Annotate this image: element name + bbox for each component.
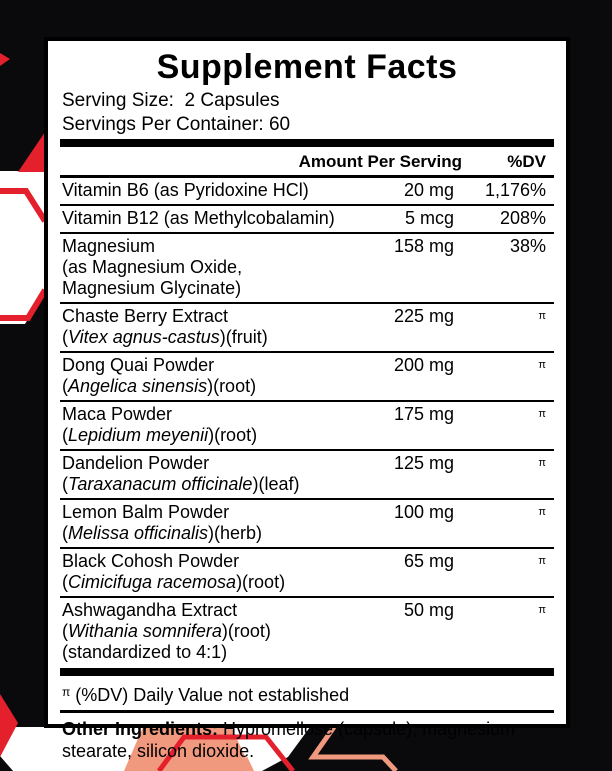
ingredient-dv: π [538,506,546,518]
ingredient-subline: (Melissa officinalis)(herb) [62,523,263,543]
ingredient-title: Vitamin B6 (as Pyridoxine HCl) [62,180,309,200]
ingredient-rows [60,178,554,666]
thick-divider-bottom [60,668,554,676]
ingredient-title: Ashwagandha Extract [62,600,238,620]
ingredient-dv: π [538,408,546,420]
ingredient-subline: (Withania somnifera)(root) [62,621,271,641]
ingredient-title: Dong Quai Powder [62,355,215,375]
ingredient-dv: 1,176% [484,180,546,200]
ingredient-row [60,549,554,598]
ingredient-dv: 208% [499,208,546,228]
ingredient-amount: 158 mg [393,236,454,256]
ingredient-row [60,353,554,402]
ingredient-amount: 125 mg [393,453,454,473]
ingredient-amount: 225 mg [393,306,454,326]
ingredient-dv: π [538,604,546,616]
ingredient-row [60,178,554,206]
ingredient-title: Magnesium [62,236,156,256]
other-ingredients [60,713,554,768]
ingredient-dv: π [538,457,546,469]
ingredient-title: Chaste Berry Extract [62,306,229,326]
hex-decoration-left [0,132,45,324]
ingredient-amount: 175 mg [393,404,454,424]
panel-title: Supplement Facts [156,48,458,86]
dv-column-header: %DV [507,152,546,171]
ingredient-name [60,453,366,495]
ingredient-subline: (Angelica sinensis)(root) [62,376,257,396]
red-sliver-decoration [0,53,10,66]
ingredient-dv: 38% [509,236,546,256]
thick-divider-top [60,139,554,147]
ingredient-name [60,208,366,229]
ingredient-name [60,551,366,593]
ingredient-name [60,600,366,663]
ingredient-name [60,355,366,397]
amount-column-header: Amount Per Serving [298,152,462,171]
ingredient-name [60,306,366,348]
ingredient-name [60,404,366,446]
column-header-row [60,147,554,178]
ingredient-subline: (Vitex agnus-castus)(fruit) [62,327,268,347]
dv-footnote-text: (%DV) Daily Value not established [75,685,350,705]
dv-footnote [60,678,554,713]
ingredient-title: Vitamin B12 (as Methylcobalamin) [62,208,335,228]
ingredient-subline: (Cimicifuga racemosa)(root) [62,572,286,592]
ingredient-row [60,206,554,234]
ingredient-dv: π [538,310,546,322]
ingredient-row [60,500,554,549]
ingredient-row [60,304,554,353]
ingredient-subline: (Lepidium meyenii)(root) [62,425,258,445]
ingredient-row [60,598,554,666]
ingredient-subline: (Taraxanacum officinale)(leaf) [62,474,300,494]
ingredient-subline: (standardized to 4:1) [62,642,228,662]
other-ingredients-label: Other Ingredients: [62,719,219,739]
ingredient-amount: 5 mcg [404,208,454,228]
ingredient-amount: 65 mg [403,551,454,571]
ingredient-title: Maca Powder [62,404,173,424]
ingredient-title: Black Cohosh Powder [62,551,240,571]
ingredient-subline: (as Magnesium Oxide, [62,257,243,277]
ingredient-row [60,451,554,500]
dv-footnote-symbol: π [62,685,71,699]
serving-size-line: Serving Size: 2 Capsules [62,90,280,111]
ingredient-dv: π [538,359,546,371]
ingredient-amount: 50 mg [403,600,454,620]
ingredient-name [60,502,366,544]
ingredient-amount: 100 mg [393,502,454,522]
ingredient-name [60,236,366,299]
servings-per-container-line: Servings Per Container: 60 [62,114,291,135]
ingredient-subline: Magnesium Glycinate) [62,278,242,298]
ingredient-title: Lemon Balm Powder [62,502,230,522]
other-ingredients-text: Hypromellose (capsule), magnesium stearate, silicon dioxide. [62,719,516,761]
ingredient-amount: 200 mg [393,355,454,375]
ingredient-dv: π [538,555,546,567]
ingredient-row [60,402,554,451]
supplement-facts-panel [44,37,570,761]
ingredient-name [60,180,366,201]
ingredient-row [60,234,554,304]
ingredient-title: Dandelion Powder [62,453,210,473]
ingredient-amount: 20 mg [403,180,454,200]
